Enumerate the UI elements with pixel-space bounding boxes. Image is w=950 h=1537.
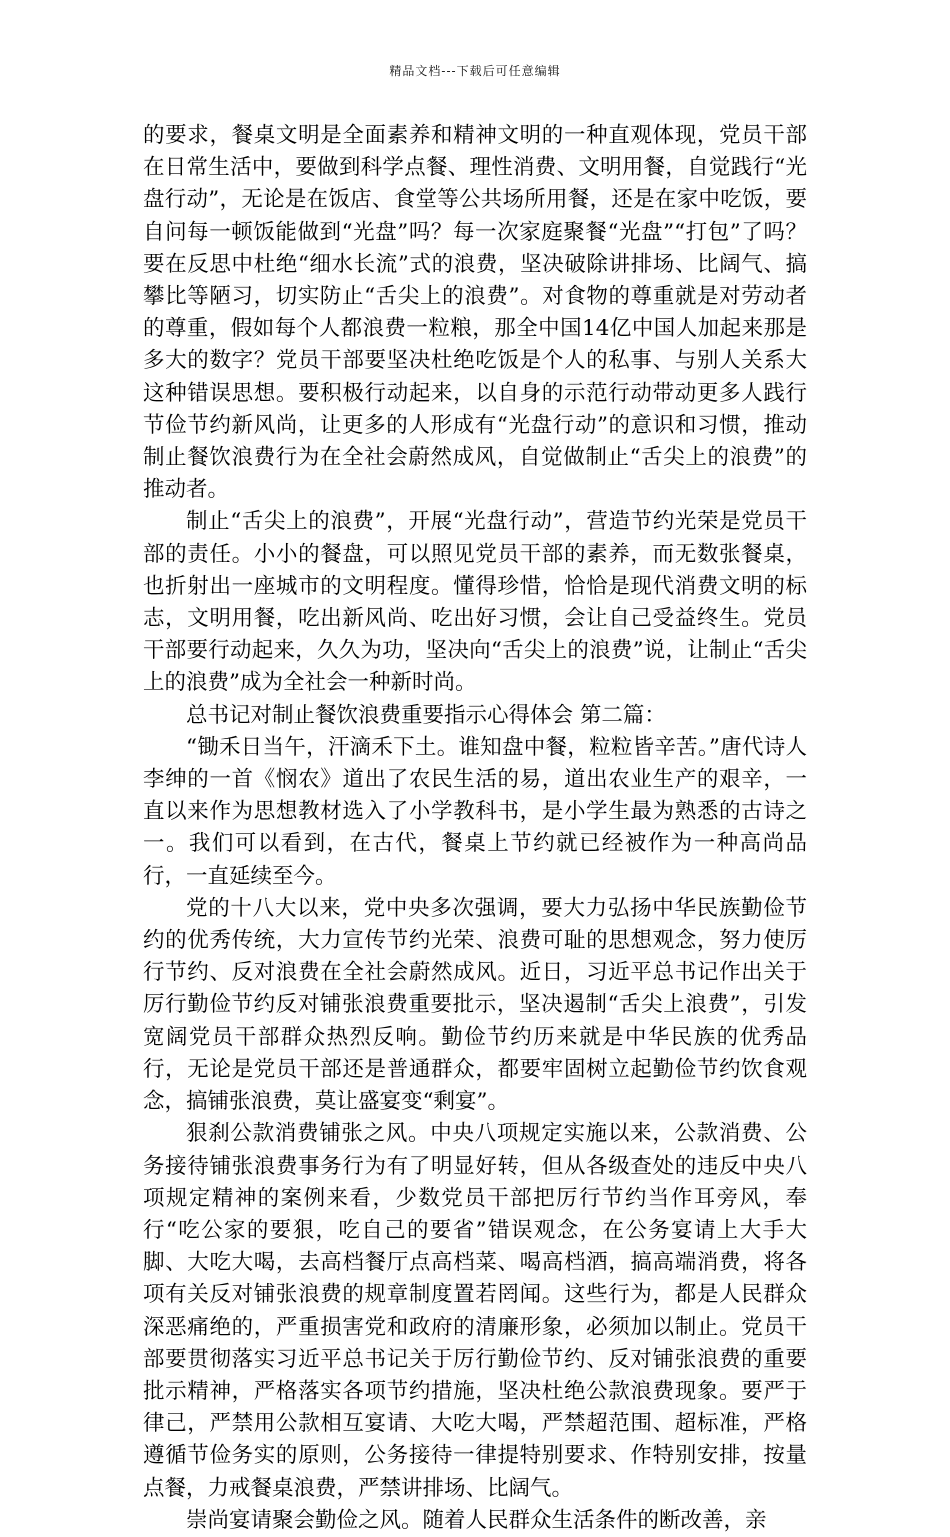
paragraph-1: 的要求，餐桌文明是全面素养和精神文明的一种直观体现，党员干部在日常生活中，要做到科学点餐、理性消费、文明用餐，自觉践行“光盘行动”，无论是在饭店、食堂等公共场所用餐，还是在家中吃饭，要自问每一顿饭能做到“光盘”吗？每一次家庭聚餐“光盘”“打包”了吗？要在反思中杜绝“细水长流”式的浪费，坚决破除讲排场、比阔气、搞攀比等陋习，切实防止“舌尖上的浪费”。对食物的尊重就是对劳动者的尊重，假如每个人都浪费一粒粮，那全中国14亿中国人加起来那是多大的数字？党员干部要坚决杜绝吃饭是个人的私事、与别人关系大这种错误思想。要积极行动起来，以自身的示范行动带动更多人践行节俭节约新风尚，让更多的人形成有“光盘行动”的意识和习惯，推动制止餐饮浪费行为在全社会蔚然成风，自觉做制止“舌尖上的浪费”的推动者。 <box>143 123 807 503</box>
paragraph-3: “锄禾日当午，汗滴禾下土。谁知盘中餐，粒粒皆辛苦。”唐代诗人李绅的一首《悯农》道出了农民生活的易，道出农业生产的艰辛，一直以来作为思想教材选入了小学教科书，是小学生最为熟悉的古诗之一。我们可以看到，在古代，餐桌上节约就已经被作为一种高尚品行，一直延续至今。 <box>143 734 807 889</box>
document-body <box>143 120 807 1537</box>
paragraph-4: 党的十八大以来，党中央多次强调，要大力弘扬中华民族勤俭节约的优秀传统，大力宣传节约光荣、浪费可耻的思想观念，努力使厉行节约、反对浪费在全社会蔚然成风。近日，习近平总书记作出关于厉行勤俭节约反对铺张浪费重要批示，坚决遏制“舌尖上浪费”，引发宽阔党员干部群众热烈反响。勤俭节约历来就是中华民族的优秀品行，无论是党员干部还是普通群众，都要牢固树立起勤俭节约饮食观念，搞铺张浪费，莫让盛宴变“剩宴”。 <box>143 895 807 1115</box>
paragraph-6: 崇尚宴请聚会勤俭之风。随着人民群众生活条件的断改善，亲 <box>186 1507 767 1533</box>
section-heading: 总书记对制止餐饮浪费重要指示心得体会 第二篇： <box>186 702 666 728</box>
paragraph-5: 狠刹公款消费铺张之风。中央八项规定实施以来，公款消费、公务接待铺张浪费事务行为有了明显好转，但从各级查处的违反中央八项规定精神的案例来看，少数党员干部把厉行节约当作耳旁风，奉行“吃公家的要狠，吃自己的要省”错误观念，在公务宴请上大手大脚、大吃大喝，去高档餐厅点高档菜、喝高档酒，搞高端消费，将各项有关反对铺张浪费的规章制度置若罔闻。这些行为，都是人民群众深恶痛绝的，严重损害党和政府的清廉形象，必须加以制止。党员干部要贯彻落实习近平总书记关于厉行勤俭节约、反对铺张浪费的重要批示精神，严格落实各项节约措施，坚决杜绝公款浪费现象。要严于律己，严禁用公款相互宴请、大吃大喝，严禁超范围、超标准，严格遵循节俭务实的原则，公务接待一律提特别要求、作特别安排，按量点餐，力戒餐桌浪费，严禁讲排场、比阔气。 <box>143 1121 807 1501</box>
page-header: 精品文档---下载后可任意编辑 <box>389 64 561 78</box>
paragraph-2: 制止“舌尖上的浪费”，开展“光盘行动”，营造节约光荣是党员干部的责任。小小的餐盘，可以照见党员干部的素养，而无数张餐桌，也折射出一座城市的文明程度。懂得珍惜，恰恰是现代消费文明的标志，文明用餐，吃出新风尚、吃出好习惯，会让自己受益终生。党员干部要行动起来，久久为功，坚决向“舌尖上的浪费”说，让制止“舌尖上的浪费”成为全社会一种新时尚。 <box>143 509 807 696</box>
